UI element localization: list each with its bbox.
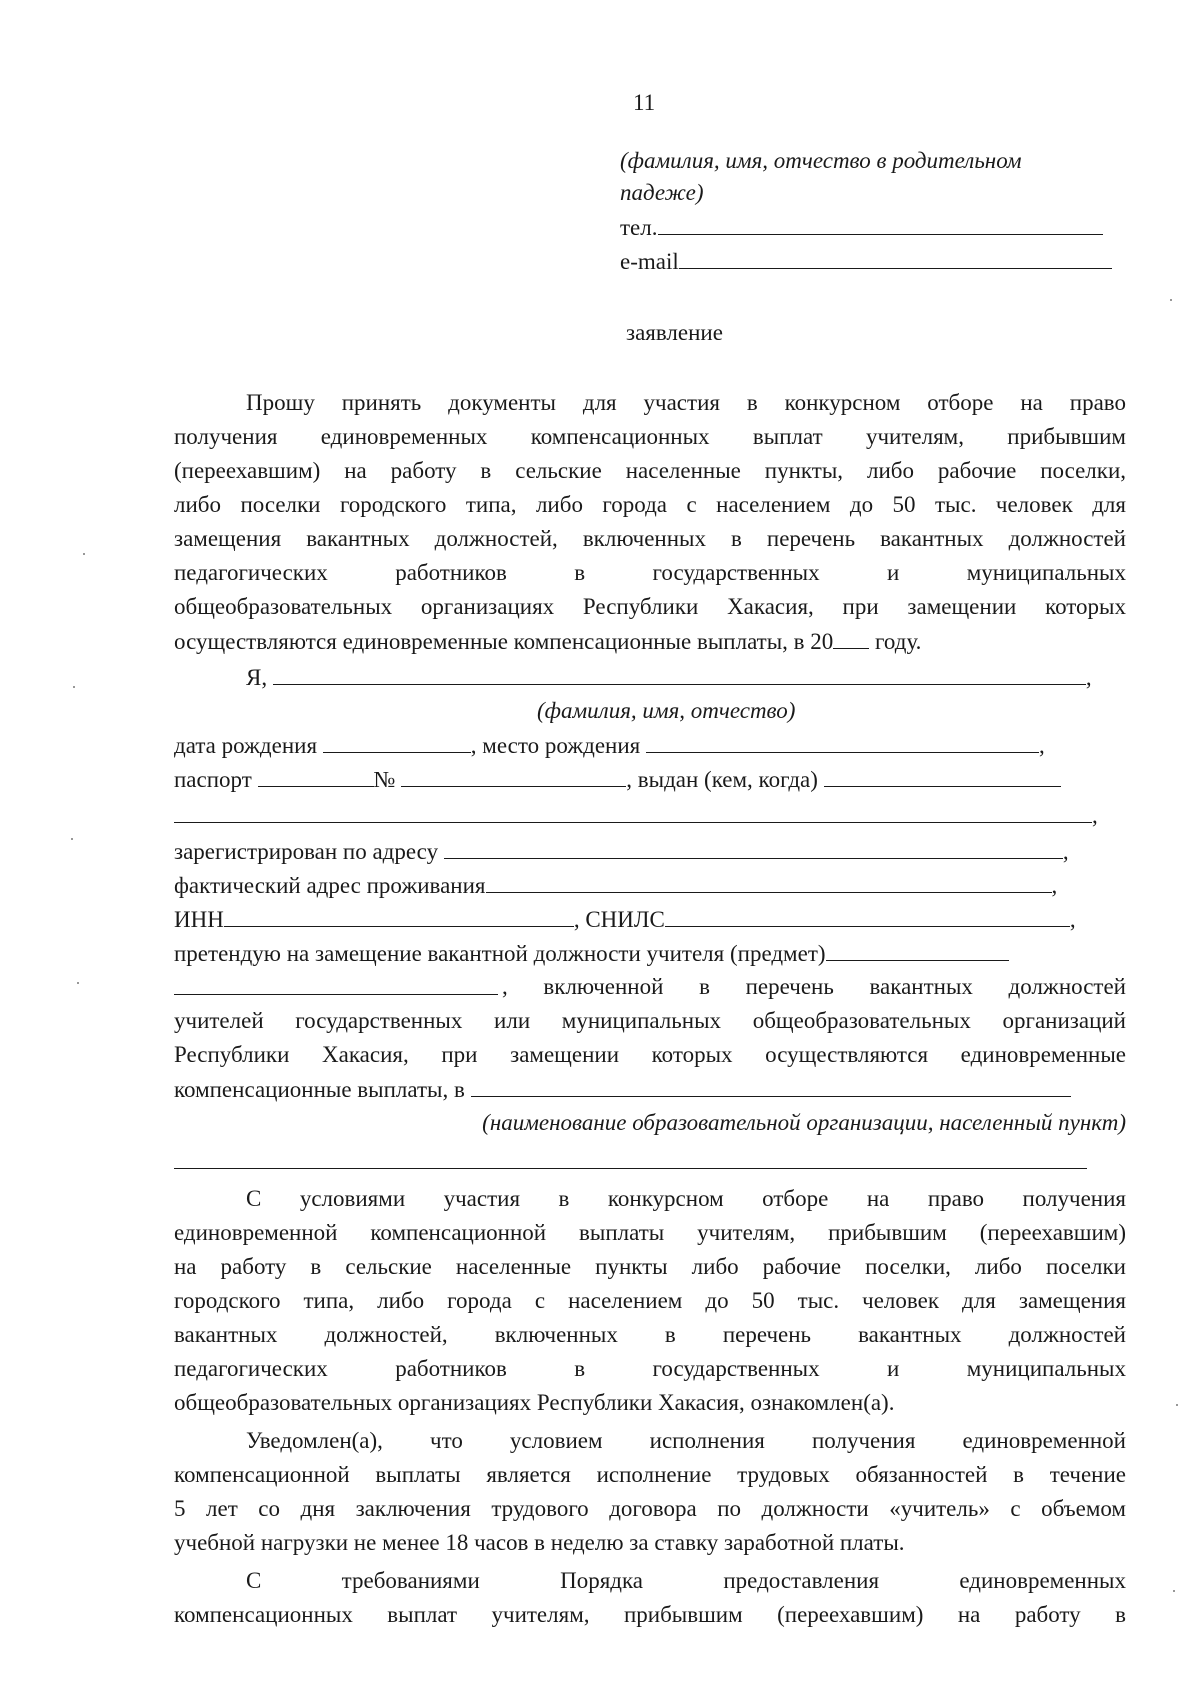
included-line: Республики Хакасия, при замещении которых осуществляются единовременные: [174, 1042, 1126, 1067]
organization-field[interactable]: [471, 1074, 1071, 1097]
scan-speck: [83, 553, 85, 555]
included-line: , включенной в перечень вакантных должностей: [502, 974, 1126, 999]
ya-label: Я,: [246, 665, 268, 690]
registered-row: зарегистрирован по адресу ,: [174, 836, 1069, 867]
subject-field[interactable]: [826, 938, 1009, 961]
notified-line: компенсационной выплаты является исполнение трудовых обязанностей в течение: [174, 1462, 1126, 1487]
inn-field[interactable]: [224, 904, 574, 927]
page-number: 11: [633, 90, 656, 115]
header-hint-line2: падеже): [620, 180, 704, 205]
requirements-line: компенсационных выплат учителям, прибывшим (переехавшим) на работу в: [174, 1602, 1126, 1627]
included-row-1: [174, 972, 498, 1003]
intro-line: замещения вакантных должностей, включенных в перечень вакантных должностей: [174, 526, 1126, 551]
ya-row: Я, ,: [246, 662, 1092, 693]
birth-row: дата рождения , место рождения ,: [174, 730, 1045, 761]
notified-line: Уведомлен(а), что условием исполнения получения единовременной: [246, 1428, 1126, 1453]
conditions-line: педагогических работников в государственных и муниципальных: [174, 1356, 1126, 1381]
intro-last-line: осуществляются единовременные компенсационные выплаты, в 20 году.: [174, 626, 921, 657]
intro-line: либо поселки городского типа, либо города с населением до 50 тыс. человек для: [174, 492, 1126, 517]
registered-address-field[interactable]: [444, 836, 1063, 859]
scan-speck: [1170, 299, 1172, 301]
passport-issued-field-2[interactable]: [174, 800, 1092, 823]
org-hint: (наименование образовательной организации, населенный пункт): [482, 1110, 1126, 1135]
email-label: e-mail: [620, 249, 679, 274]
conditions-line: С условиями участия в конкурсном отборе на право получения: [246, 1186, 1126, 1211]
conditions-line: на работу в сельские населенные пункты либо рабочие поселки, либо поселки: [174, 1254, 1126, 1279]
email-row: [620, 246, 1112, 277]
email-field[interactable]: [679, 246, 1112, 269]
conditions-line: вакантных должностей, включенных в перечень вакантных должностей: [174, 1322, 1126, 1347]
passport-series-field[interactable]: [258, 764, 374, 787]
actual-address-row: фактический адрес проживания ,: [174, 870, 1057, 901]
conditions-last-line: общеобразовательных организациях Республики Хакасия, ознакомлен(а).: [174, 1390, 895, 1415]
snils-field[interactable]: [665, 904, 1070, 927]
intro-line: педагогических работников в государственных и муниципальных: [174, 560, 1126, 585]
header-hint-line1: (фамилия, имя, отчество в родительном: [620, 148, 1022, 173]
subject-field-2[interactable]: [174, 972, 498, 995]
payments-row: компенсационные выплаты, в: [174, 1074, 1071, 1105]
passport-issued-field[interactable]: [824, 764, 1061, 787]
scan-speck: [73, 686, 75, 688]
passport-number-field[interactable]: [401, 764, 626, 787]
intro-line: получения единовременных компенсационных выплат учителям, прибывшим: [174, 424, 1126, 449]
scan-speck: [1173, 1590, 1175, 1592]
passport-row: паспорт № , выдан (кем, когда): [174, 764, 1061, 795]
passport-continued-row: ,: [174, 800, 1098, 831]
scan-speck: [77, 982, 79, 984]
requirements-line: С требованиями Порядка предоставления единовременных: [246, 1568, 1126, 1593]
actual-address-field[interactable]: [486, 870, 1052, 893]
fio-field[interactable]: [273, 662, 1086, 685]
tel-row: [620, 212, 1103, 243]
birth-date-field[interactable]: [323, 730, 471, 753]
conditions-line: городского типа, либо города с населением до 50 тыс. человек для замещения: [174, 1288, 1126, 1313]
birth-place-field[interactable]: [646, 730, 1039, 753]
intro-line: общеобразовательных организациях Республики Хакасия, при замещении которых: [174, 594, 1126, 619]
year-field[interactable]: [833, 626, 869, 649]
organization-field-2[interactable]: [174, 1168, 1087, 1169]
intro-line: (переехавшим) на работу в сельские населенные пункты, либо рабочие поселки,: [174, 458, 1126, 483]
doc-title: заявление: [626, 320, 723, 345]
intro-line: Прошу принять документы для участия в конкурсном отборе на право: [246, 390, 1126, 415]
position-row: претендую на замещение вакантной должности учителя (предмет): [174, 938, 1009, 969]
tel-field[interactable]: [658, 212, 1103, 235]
inn-snils-row: ИНН , СНИЛС ,: [174, 904, 1076, 935]
notified-last-line: учебной нагрузки не менее 18 часов в неделю за ставку заработной платы.: [174, 1530, 905, 1555]
fio-hint: (фамилия, имя, отчество): [537, 698, 796, 723]
scan-speck: [71, 838, 73, 840]
scan-speck: [1176, 1404, 1178, 1406]
notified-line: 5 лет со дня заключения трудового договора по должности «учитель» с объемом: [174, 1496, 1126, 1521]
conditions-line: единовременной компенсационной выплаты учителям, прибывшим (переехавшим): [174, 1220, 1126, 1245]
included-line: учителей государственных или муниципальных общеобразовательных организаций: [174, 1008, 1126, 1033]
tel-label: тел.: [620, 215, 658, 240]
